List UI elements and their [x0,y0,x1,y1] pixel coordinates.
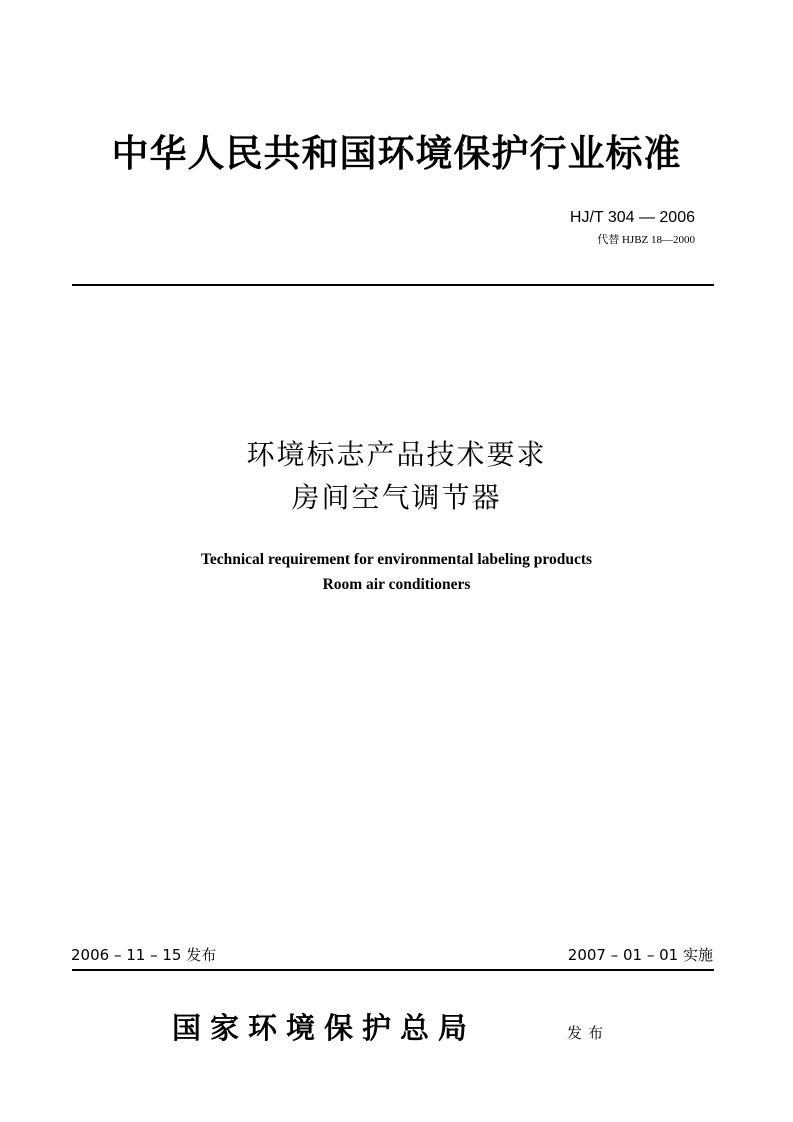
header-divider [72,284,714,286]
issue-date: 2006 – 11 – 15 发布 [71,946,217,964]
standard-category-title: 中华人民共和国环境保护行业标准 [111,131,682,175]
footer-divider [72,969,714,971]
standard-number: HJ/T 304 — 2006 [569,209,695,226]
replaces-standard: 代替 HJBZ 18—2000 [597,234,695,246]
publish-label: 发布 [567,1024,610,1042]
implementation-date: 2007 – 01 – 01 实施 [567,946,713,964]
en-title-line-1: Technical requirement for environmental labeling products [200,551,593,568]
cn-title-line-2: 房间空气调节器 [291,481,502,514]
cn-title-line-1: 环境标志产品技术要求 [246,438,547,471]
issuing-authority: 国家环境保护总局 [172,1011,477,1045]
en-title-line-2: Room air conditioners [322,576,471,593]
